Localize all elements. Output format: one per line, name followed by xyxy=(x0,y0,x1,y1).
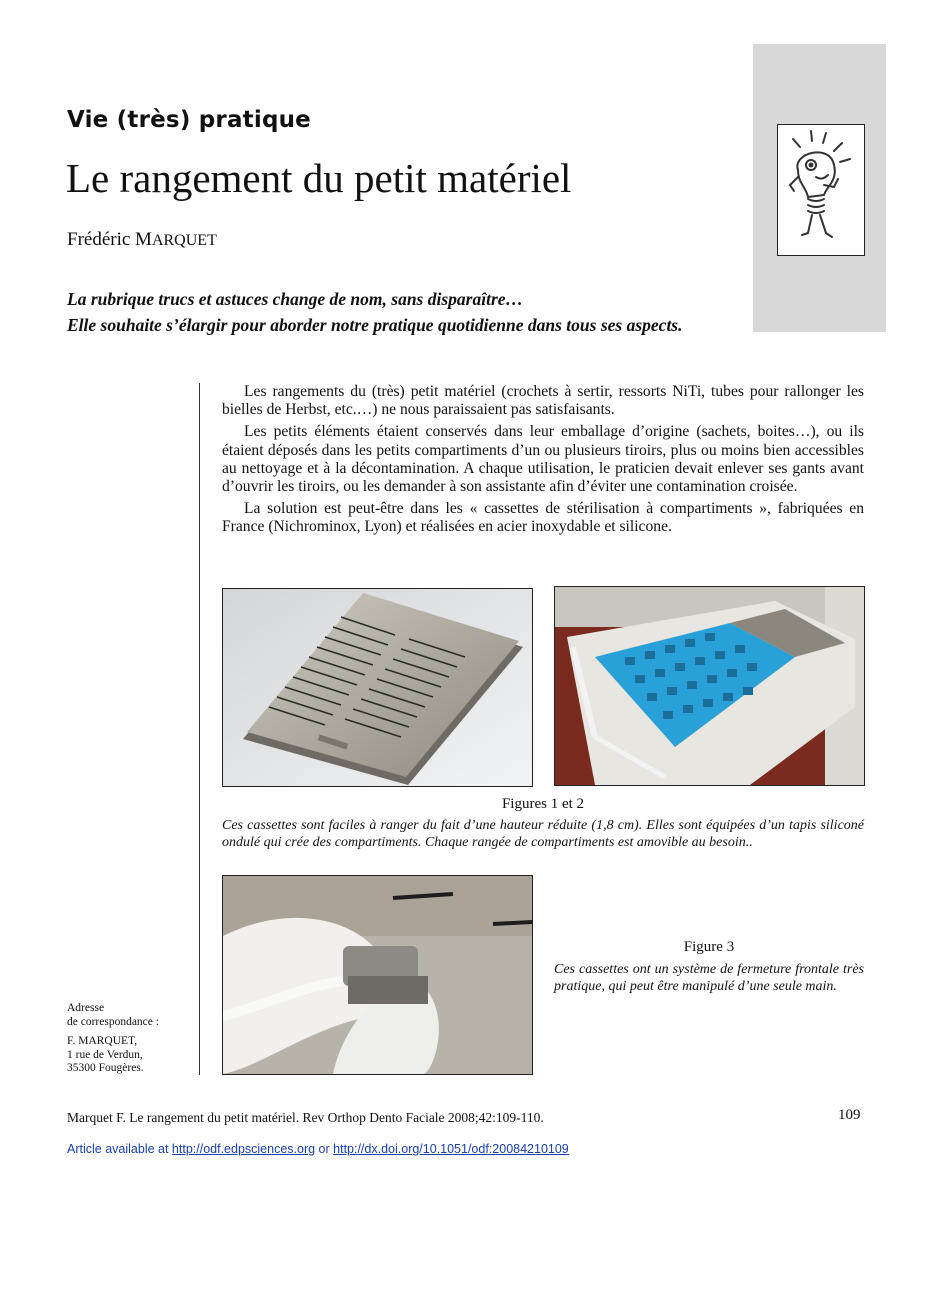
figures-1-2-caption: Ces cassettes sont faciles à ranger du fait d’une hauteur réduite (1,8 cm). Elles sont équipées d’un tapis siliconé ondulé qui crée des compartiments. Chaque rangée de compartiments est amovible au besoin.. xyxy=(222,818,864,850)
author-first: Frédéric M xyxy=(67,229,152,250)
figures-1-2-title: Figures 1 et 2 xyxy=(501,796,585,812)
paragraph-3: La solution est peut-être dans les « cassettes de stérilisation à compartiments », fabriquées en France (Nichrominox, Lyon) et réalisées en acier inoxydable et silicone. xyxy=(222,500,864,536)
figure-3-caption: Ces cassettes ont un système de fermeture frontale très pratique, qui peut être manipulé d’une seule main. xyxy=(554,962,864,994)
figure-3-photo xyxy=(222,875,533,1075)
chapeau xyxy=(67,286,683,338)
journal-link[interactable]: http://odf.edpsciences.org xyxy=(171,1142,316,1156)
availability-line xyxy=(67,1142,569,1156)
figure-2-photo xyxy=(554,586,865,786)
address-name: F. MARQUET, xyxy=(67,1035,138,1047)
chapeau-line-2: Elle souhaite s’élargir pour aborder notre pratique quotidienne dans tous ses aspects. xyxy=(67,315,683,335)
address-heading-1: Adresse xyxy=(67,1002,105,1014)
section-rubric: Vie (très) pratique xyxy=(67,107,311,133)
chapeau-line-1: La rubrique trucs et astuces change de nom, sans disparaître… xyxy=(67,289,524,309)
address-heading-2: de correspondance : xyxy=(67,1015,159,1028)
address-street: 1 rue de Verdun, xyxy=(67,1048,143,1061)
correspondence-address xyxy=(67,1002,159,1076)
author-name xyxy=(67,229,217,251)
lightbulb-character-icon xyxy=(778,125,864,255)
figure-3-title: Figure 3 xyxy=(683,939,735,955)
article-title: Le rangement du petit matériel xyxy=(66,155,572,201)
column-divider xyxy=(199,383,200,1075)
doi-link[interactable]: http://dx.doi.org/10.1051/odf:20084210109 xyxy=(333,1142,569,1156)
figure-1-photo xyxy=(222,588,533,787)
page-number: 109 xyxy=(838,1107,861,1123)
citation-reference: Marquet F. Le rangement du petit matériel. Rev Orthop Dento Faciale 2008;42:109-110. xyxy=(67,1110,544,1125)
rubric-logo xyxy=(777,124,865,256)
drawer-compartments-illustration xyxy=(555,587,864,785)
available-middle: or xyxy=(315,1142,334,1156)
address-city: 35300 Fougères. xyxy=(67,1062,144,1074)
hand-closing-illustration xyxy=(223,876,532,1074)
article-body xyxy=(222,383,864,541)
cassette-closed-illustration xyxy=(223,589,532,786)
paragraph-2: Les petits éléments étaient conservés dans leur emballage d’origine (sachets, boites…), ou ils étaient déposés dans les petits compartiments d’un ou plusieurs tiroirs, plus ou moins bien accessibles au nettoyage et à la décontamination. A chaque utilisation, le praticien devait enlever ses gants avant d’ouvrir les tiroirs, ou les demander à son assistante afin d’éviter une contamination croisée. xyxy=(222,423,864,496)
paragraph-1: Les rangements du (très) petit matériel (crochets à sertir, ressorts NiTi, tubes pour rallonger les bielles de Herbst, etc.…) ne nous paraissaient pas satisfaisants. xyxy=(222,383,864,419)
available-prefix: Article available at xyxy=(67,1142,172,1156)
author-last-smallcaps: ARQUET xyxy=(151,232,217,249)
